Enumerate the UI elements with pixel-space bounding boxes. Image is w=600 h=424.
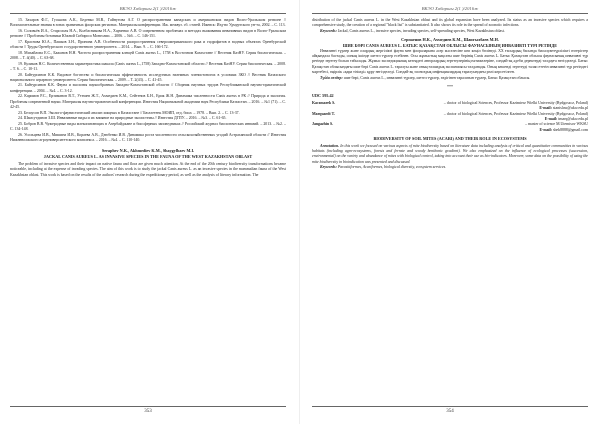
author-email[interactable]: tmarq@ukw.edu.pl bbox=[558, 117, 588, 122]
left-page-body bbox=[10, 18, 286, 178]
annotation-text: In this work we focused on various aspects of mite biodiversity based on literature data including analysis of critical and quantitative communities in various habitats (including agro-ecosystems, forests and ferrate and woody benthonic gradient). We also emphasized on the influence of ecological processes (succession, environmental) on the variety and abundance of mites with biological control, taking into account their use as bio-indicators. Moreover, some data on the possibility of using the mite biodiversity in bioindication was presented and discussed. bbox=[312, 143, 588, 164]
reference-item: 18. Михайлова Е.С., Бажанов Н.Н. Частота распространения клещей Canis aureus L., 1758 в Восточном Казахстане // Вестник КазНУ. Серия биологическая. – 2008. – Т. 4(40). – С. 63-68. bbox=[10, 50, 286, 61]
author-name: Marquardt T. bbox=[312, 111, 335, 116]
right-page-body bbox=[312, 18, 588, 171]
en-authors: Seraphev N.K., Akhmediev K.M., Shaygylbaev M.I. bbox=[101, 148, 195, 154]
kz-title: ШИЕ БӨРІ CANIS AUREUS L. БАТЫС ҚАЗАҚСТАН ОБЛЫСЫ ФАУНАСЫНЫҢ ИНВАЗИВТІ ТҮРІ РЕТІНДЕ bbox=[342, 42, 558, 48]
page-fold bbox=[299, 0, 300, 424]
annotation-label: Annotation. bbox=[320, 143, 340, 148]
keywords-text: Jackal, Canis aureus L., invasive species, invading species, self-spreading species, West Kazakhstan oblast. bbox=[337, 28, 505, 33]
author-name: Jangazhin S. bbox=[312, 122, 334, 127]
keywords2-text: Parasitiformes, Acariformes, biological diversity, ecosystem services. bbox=[337, 165, 447, 170]
author-desc: – doctor of biological Sciences, Professor Kazimierz Wielki University (Bydgoszcz, Poland) bbox=[443, 101, 588, 106]
author-name: Kaczmarek S. bbox=[312, 101, 336, 106]
abstract-continued: distribution of the jackal Canis aureus L. in the West Kazakhstan oblast and its global expansion have been analyzed. Its status as an invasive species which requires a comprehensive study, the creation of a regional "black list" is substantiated. It also shows its role in the spread of zoonotic infections. bbox=[312, 18, 588, 28]
reference-item: 25. Бобров В.В. Чужеродные виды млекопитающих в Азербайджане и биосферных заповедниках // Российский журнал биологических инвазий. – 2013. – №2. – С. 134-148. bbox=[10, 121, 286, 132]
kz-keywords-label: Түйін сөздер: bbox=[320, 75, 343, 80]
kz-abstract: Инвазивті түрлер және олардың жергілікті фауна мен флораларына әсер мәселесіне көп көңіл бөлінеді. XX ғасырдың басында биоалуантүрлілікті өзгерістер айқындала бастады, соның ішінде шетел түрлер есебінен. Осы жұмыстың мақсаты шие бөрінің Canis aureus L. Батыс Қазақстан облысы фаунасының инвазивті түр ретінде зерттеу болып табылады. Жұмыс экспедициялық кезеңдегі авторлардың зерттеулерінің нәтижелеріне, сондай-ақ әдеби деректерді талдауға негізделеді. Батыс Қазақстан облысындағы шие бөрі Canis aureus L. таралуы және оның ғаламдық экспансиясы талданады. Оның кешенді зерттеуді талап ететін инвазивті түр ретіндегі мәртебесі, өңірлік «қара тізімді» құру негізделеді. Сондай-ақ зооноздық инфекциялардың таралуындағы рөлі көрсетілген. bbox=[312, 48, 588, 75]
author-block bbox=[312, 101, 588, 133]
keywords2-label: Keywords: bbox=[320, 165, 337, 170]
reference-item: 16. Соловьёв И.А., Старосиля Н.А., Колбасникова Н.А., Харченко А.В. О современном проблемах и методах выживания инвазивных видов в Волго-Уральском регионе // Проблемы ботаники Южной Сибири и Монголии. – 2006. – №6. – С. 146-151. bbox=[10, 28, 286, 39]
annotation bbox=[312, 144, 588, 166]
email-label: E-mail: bbox=[539, 127, 552, 132]
en-title: JACKAL CANIS AUREUS L. AS INVASIVE SPECIES IN THE FAUNA OF THE WEST KAZAKHSTAN OBLAST bbox=[43, 154, 253, 160]
kz-authors: Серпаенов Н.К., Ахмедиев К.М., Шаигылбаев М.Н. bbox=[401, 37, 499, 43]
article-title: BIODIVERSITY OF SOIL MITES (ACARI) AND THEIR ROLE IN ECOSYSTEMS bbox=[373, 135, 527, 141]
udc-code: UDC 595.42 bbox=[312, 92, 334, 98]
page-number-right: 354 bbox=[312, 406, 588, 414]
reference-item: 15. Захаров Ф.Г., Гуськова А.К., Беденко М.В., Гайнутова А.Г. О распространении канадских и американских видов Волго-Уральском регионе // Вспомогательные знания в зонах граничных флорских регионах. Материалы конференции. Иж. межвуз. сб. статей. Ижевск: Изд-во Удмуртского ун-та, 2002. – С. 113. bbox=[10, 18, 286, 28]
author-desc: – master of science M.Utemisov WKSU bbox=[525, 122, 588, 127]
section-separator: *** bbox=[447, 84, 453, 90]
running-header-right: ВКЭО Хабаршы 2(1 )/2016ж bbox=[312, 6, 588, 14]
reference-list bbox=[10, 18, 286, 143]
left-page bbox=[10, 6, 286, 418]
email-label: E-mail: bbox=[544, 117, 558, 122]
reference-item: 22. Каримов Р.С., Ерзиманов В.Т., Утешев Ж.Т., Ахмедиев К.М., Сейтенов Б.Н., Ерик Ж.Н. Динамика численности Canis aureus в РК // Природа и экология. Проблемы современной науки. Материалы научно-практической конференции. Известия Национальной академии наук Республики Казахстан. – 2016. – №1 (71). – С. 42-45. bbox=[10, 94, 286, 110]
author-email[interactable]: stanislaw@ukw.edu.pl bbox=[552, 106, 588, 111]
email-label: E-mail: bbox=[539, 106, 552, 111]
reference-item: 24. Шамсутдинов З.Ш. Инвазивные виды и их влияние на природные экосистемы // Известия ДГПУ. – 2016. – №3. – С. 61-65. bbox=[18, 116, 227, 121]
reference-item: 26. Усольцева И.В., Мишина И.В., Кораева А.В., Дзюбенко И.В. Динамика роста численности сельскохозяйственных угодий Астраханской области // Известия Нижневолжского агроуниверситетского комплекса. – 2016. – №4. – С. 110-140. bbox=[10, 132, 286, 142]
en-abstract: The problem of invasive species and their impact on native fauna and flora are given much attention. At the end of the 20th century biodiversity transformations became noticeable, including at the expense of invading species. The aim of this work is to study the jackal Canis aureus L. as an invasive species in the mammalian fauna of the West Kazakhstan oblast. This work is based on the results of the authors' research during the expeditionary period, as well as the analysis of literary information. The bbox=[10, 161, 286, 177]
reference-item: 19. Куликов Н.С. Количественная характеристика шакала (Canis aureus L.,1758) Западно-Казахстанской области // Вестник КазНУ. Серия биологическая. – 2008. – Т. 6. – С. 10-11. bbox=[10, 61, 286, 72]
keywords-label: Keywords: bbox=[320, 28, 337, 33]
right-page bbox=[312, 6, 588, 418]
keywords2-line bbox=[312, 165, 588, 170]
reference-item: 20. Байтурсинов К.К. Видовое богатство и биологическая эффективность исследуемых наземных членистоногих в условиях ЗКО // Вестник Казахского национального аграрного университета. Серия биологическая. – 2009. – Т. 2(43). – С. 41-45. bbox=[10, 72, 286, 82]
reference-item: 23. Белоусов В.П. Эколого-фаунистический анализ хищных в Казахстане // Бюллетень МОИП, отд. биол. – 1978. – Вып. 2. – С. 13-37. bbox=[18, 110, 240, 115]
page-number-left: 353 bbox=[10, 406, 286, 414]
running-header-left: ВКЭО Хабаршы 2(1 )/2016ж bbox=[10, 6, 286, 14]
reference-item: 17. Краснова Ю.А., Пашков З.Н., Пронина А.В. Особенности распространения североамериканского рака и гидрофитов в водных объектах Оренбургской области // Труды Оренбургского государственного университета. – 2014. – Вып. 9. – С. 166-172. bbox=[10, 39, 286, 50]
reference-item: 21. Байтурсинов К.К. Фауна и экология паукообразных Западно-Казахстанской области // Сборник научных трудов Республиканской научно-практической конференции. – 2004. – №4. – С. 3-12. bbox=[10, 83, 286, 93]
kz-keywords-text: шие бөрі, Canis aureus L., инвазивті түрлер, шетел түрлер, өздігінен таралатын түрлер, Батыс Қазақстан облысы. bbox=[343, 75, 531, 80]
author-desc: – doctor of biological Sciences, Professor Kazimierz Wielki University (Bydgoszcz, Poland) bbox=[443, 111, 588, 116]
kz-keywords-line bbox=[312, 76, 588, 81]
author-email[interactable]: sbek8888@gmail.com bbox=[552, 127, 588, 132]
